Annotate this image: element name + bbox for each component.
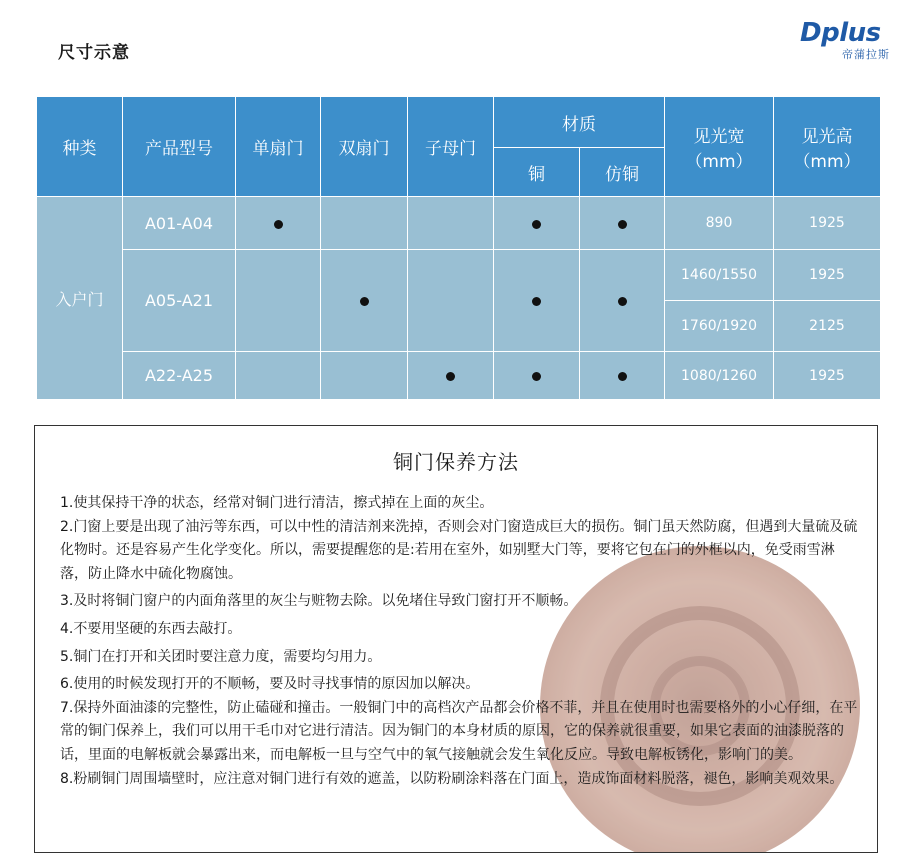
model-cell: A22-A25 — [123, 352, 236, 400]
header-copper: 铜 — [494, 148, 580, 197]
mother-door-cell — [408, 352, 494, 400]
header-model: 产品型号 — [123, 97, 236, 197]
single-door-cell — [236, 197, 321, 250]
copper-cell — [494, 197, 580, 250]
header-height: 见光高（mm） — [774, 97, 881, 197]
copper-cell — [494, 352, 580, 400]
imitation-copper-cell — [580, 250, 665, 352]
header-width: 见光宽（mm） — [665, 97, 774, 197]
care-item: 5.铜门在打开和关团时要注意力度，需要均匀用力。 — [60, 648, 382, 665]
header-mother-door: 子母门 — [408, 97, 494, 197]
single-door-cell — [236, 250, 321, 352]
double-door-cell — [321, 352, 408, 400]
check-dot-icon — [274, 220, 283, 229]
check-dot-icon — [532, 372, 541, 381]
height-cell: 1925 — [774, 197, 881, 250]
single-door-cell — [236, 352, 321, 400]
care-item: 8.粉刷铜门周围墙壁时，应注意对铜门进行有效的遮盖，以防粉刷涂料落在门面上，造成饰面材料脱落，褪色，影响美观效果。 — [60, 770, 844, 787]
height-cell: 2125 — [774, 301, 881, 352]
mother-door-cell — [408, 250, 494, 352]
brand-logo — [800, 20, 890, 60]
care-item: 4.不要用坚硬的东西去敲打。 — [60, 620, 242, 637]
care-item: 1.使其保持干净的状态，经常对铜门进行清洁，擦式掉在上面的灰尘。 — [60, 495, 494, 511]
spec-table — [36, 96, 881, 400]
care-title: 铜门保养方法 — [393, 450, 519, 474]
logo-brand-text: Dplus — [800, 18, 881, 48]
check-dot-icon — [618, 372, 627, 381]
care-item: 6.使用的时候发现打开的不顺畅，要及时寻找事情的原因加以解决。 — [60, 676, 480, 693]
header-material: 材质 — [494, 97, 665, 148]
model-cell: A01-A04 — [123, 197, 236, 250]
logo-sub-text: 帝蒲拉斯 — [842, 48, 890, 61]
check-dot-icon — [618, 297, 627, 306]
imitation-copper-cell — [580, 352, 665, 400]
width-cell: 1080/1260 — [665, 352, 774, 400]
imitation-copper-cell — [580, 197, 665, 250]
header-double-door: 双扇门 — [321, 97, 408, 197]
header-single-door: 单扇门 — [236, 97, 321, 197]
care-item: 2.门窗上要是出现了油污等东西，可以中性的清洁剂来洗掉，否则会对门窗造成巨大的损伤。铜门虽天然防腐，但遇到大量硫及硫化物时。还是容易产生化学变化。所以，需要提醒您的是:若用在室外，如别墅大门等，要将它包在门的外框以内，免受雨雪淋落，防止降水中硫化物腐蚀。 — [60, 518, 858, 582]
check-dot-icon — [618, 220, 627, 229]
header-category: 种类 — [37, 97, 123, 197]
height-cell: 1925 — [774, 352, 881, 400]
mother-door-cell — [408, 197, 494, 250]
double-door-cell — [321, 197, 408, 250]
care-instructions-box — [34, 425, 878, 853]
height-cell: 1925 — [774, 250, 881, 301]
double-door-cell — [321, 250, 408, 352]
width-cell: 890 — [665, 197, 774, 250]
check-dot-icon — [532, 220, 541, 229]
width-cell: 1760/1920 — [665, 301, 774, 352]
category-cell: 入户门 — [37, 197, 123, 400]
care-list — [60, 492, 860, 791]
model-cell: A05-A21 — [123, 250, 236, 352]
check-dot-icon — [360, 297, 369, 306]
care-item: 3.及时将铜门窗户的内面角落里的灰尘与赃物去除。以免堵住导致门窗打开不顺畅。 — [60, 593, 578, 610]
width-cell: 1460/1550 — [665, 250, 774, 301]
check-dot-icon — [446, 372, 455, 381]
page-title: 尺寸示意 — [58, 43, 130, 63]
copper-cell — [494, 250, 580, 352]
header-imitation-copper: 仿铜 — [580, 148, 665, 197]
check-dot-icon — [532, 297, 541, 306]
care-item: 7.保持外面油漆的完整性，防止磕碰和撞击。一般铜门中的高档次产品都会价格不菲，并且在使用时也需要格外的小心仔细，在平常的铜门保养上，我们可以用干毛巾对它进行清洁。因为铜门的本身材质的原因，它的保养就很重要，如果它表面的油漆脱落的话，里面的电解板就会暴露出来，而电解板一旦与空气中的氧气接触就会发生氧化反应。导致电解板锈化，影响门的美。 — [60, 699, 858, 763]
